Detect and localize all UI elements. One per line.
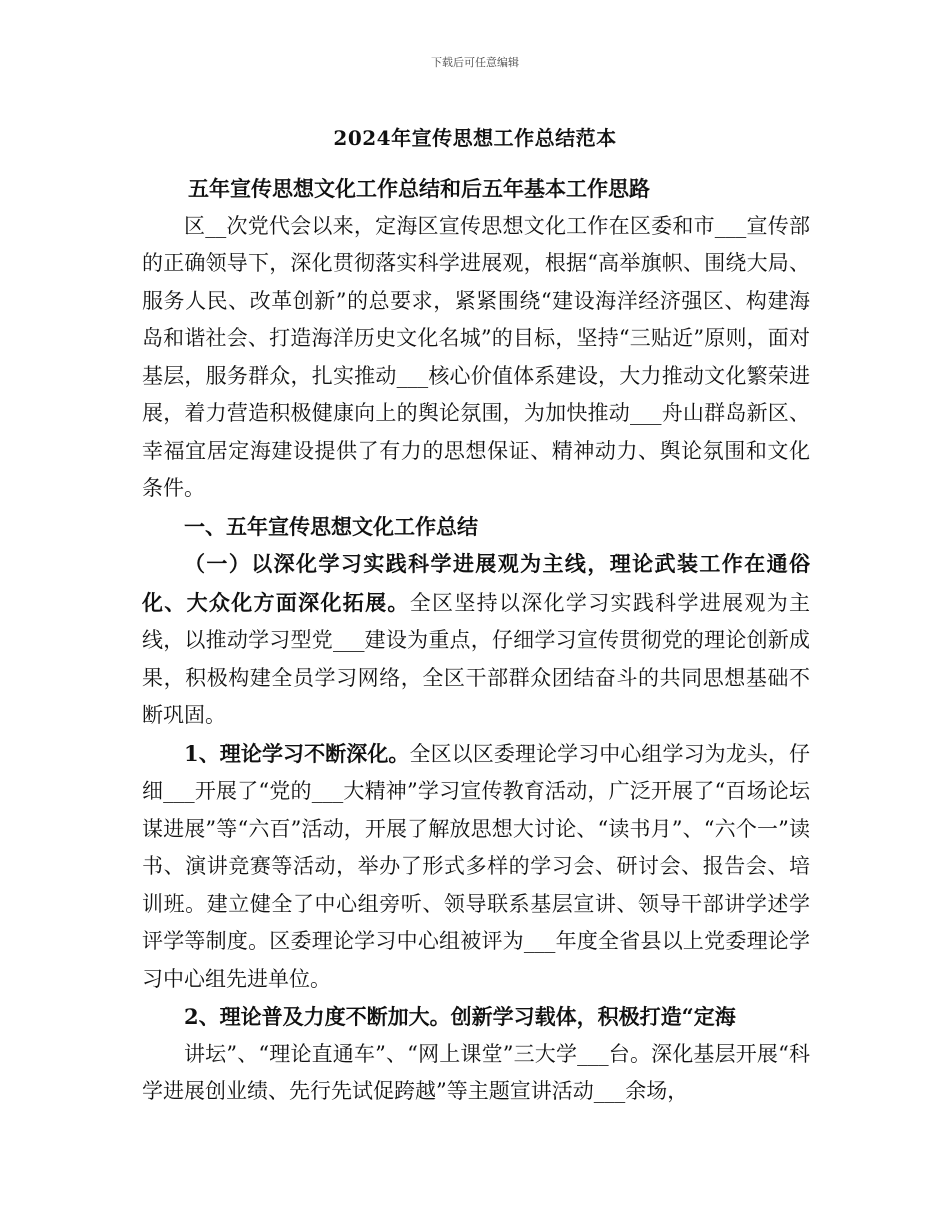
document-body	[142, 170, 810, 1111]
section-heading-1: 一、五年宣传思想文化工作总结	[184, 513, 478, 539]
item-1-heading: 1、理论学习不断深化。	[184, 740, 410, 766]
item-2-text: 讲坛”、“理论直通车”、“网上课堂”三大学___台。深化基层开展“科学进展创业绩、先行先试促跨越”等主题宣讲活动___余场，	[142, 1041, 810, 1103]
document-subtitle: 五年宣传思想文化工作总结和后五年基本工作思路	[188, 176, 650, 201]
download-note: 下载后可任意编辑	[431, 56, 519, 69]
intro-paragraph: 区__次党代会以来，定海区宣传思想文化工作在区委和市___宣传部的正确领导下，深化贯彻落实科学进展观，根据“高举旗帜、围绕大局、服务人民、改革创新”的总要求，紧紧围绕“建设海洋经济强区、构建海岛和谐社会、打造海洋历史文化名城”的目标，坚持“三贴近”原则，面对基层，服务群众，扎实推动___核心价值体系建设，大力推动文化繁荣进展，着力营造积极健康向上的舆论氛围，为加快推动___舟山群岛新区、幸福宜居定海建设提供了有力的思想保证、精神动力、舆论氛围和文化条件。	[142, 213, 810, 500]
subsection-1-paragraph	[142, 545, 810, 735]
subsection-1-heading: （一）以深化学习实践科学进展观为主线，理论武装工作在通俗化、大众化方面深化拓展。	[142, 551, 810, 615]
item-2-heading: 2、理论普及力度不断加大。创新学习载体，积极打造“定海	[184, 1004, 736, 1029]
subsection-1-text: 全区坚持以深化学习实践科学进展观为主线，以推动学习型党___建设为重点，仔细学习宣传贯彻党的理论创新成果，积极构建全员学习网络，全区干部群众团结奋斗的共同思想基础不断巩固。	[142, 590, 811, 727]
item-1-text: 全区以区委理论学习中心组学习为龙头，仔细___开展了“党的___大精神”学习宣传教育活动，广泛开展了“百场论坛谋进展”等“六百”活动，开展了解放思想大讨论、“读书月”、“六个一”读书、演讲竞赛等活动，举办了形式多样的学习会、研讨会、报告会、培训班。建立健全了中心组旁听、领导联系基层宣讲、领导干部讲学述学评学等制度。区委理论学习中心组被评为___年度全省县以上党委理论学习中心组先进单位。	[142, 741, 810, 991]
document-title: 2024年宣传思想工作总结范本	[333, 126, 617, 150]
item-1-paragraph	[142, 735, 810, 999]
